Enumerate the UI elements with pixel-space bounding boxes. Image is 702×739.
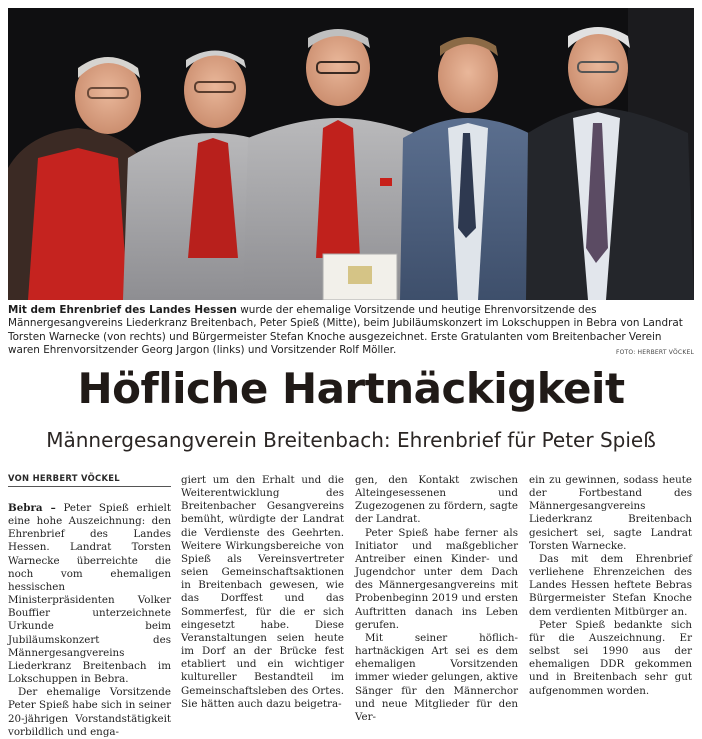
paragraph: Peter Spieß bedankte sich für die Auszeichnung. Er selbst sei 1990 aus der ehemaligen DDR gekommen und in Breitenbach sehr gut aufgenommen worden. [529, 618, 692, 697]
paragraph: Mit seiner höflich-hartnäckigen Art sei es dem ehemaligen Vorsitzenden immer wieder gelungen, aktive Sänger für den Männerchor und neue Mitglieder für den Ver- [355, 631, 519, 723]
subheadline: Männergesangverein Breitenbach: Ehrenbrief für Peter Spieß [46, 428, 656, 452]
caption-text: wurde der ehemalige Vorsitzende und heutige Ehrenvorsitzende des Männergesangvereins Liederkranz Breitenbach, Peter Spieß (Mitte), beim Jubiläumskonzert im Lokschuppen in Bebra von Landrat Torsten Warnecke (von rechts) und Bürgermeister Stefan Knoche ausgezeichnet. Erste Gratulanten vom Breitenbacher Verein waren Ehrenvorsitzender Georg Jargon (links) und Vorsitzender Rolf Möller. [8, 304, 683, 357]
article-column-2 [181, 474, 344, 711]
paragraph: giert um den Erhalt und die Weiterentwicklung des Breitenbacher Gesangvereins bemüht, würdigte der Landrat die Verdienste des Geehrten. Weitere Wirkungsbereiche von Spieß als Vereinsvertreter seien Gemeinschaftsaktionen in Breitenbach gewesen, wie das Dorffest und das Sommerfest, für die er sich eingesetzt habe. Diese Veranstaltungen seien heute im Dorf an der Brücke fest etabliert und ein wichtiger kultureller Bestandteil im Gemeinschaftsleben des Ortes. Sie hätten auch dazu beigetra- [181, 474, 344, 710]
photo-illustration [8, 8, 694, 300]
paragraph: ein zu gewinnen, sodass heute der Fortbestand des Männergesangvereins Liederkranz Breitenbach gesichert sei, sagte Landrat Torsten Warnecke. [529, 474, 692, 552]
article-column-3 [355, 474, 518, 724]
paragraph [8, 502, 171, 686]
paragraph: gen, den Kontakt zwischen Alteingesessenen und Zugezogenen zu fördern, sagte der Landrat. [355, 474, 518, 526]
photo-caption [8, 304, 694, 358]
paragraph: Peter Spieß habe ferner als Initiator und maßgeblicher Antreiber einen Kinder- und Jugendchor unter dem Dach des Männergesangvereins mit Probenbeginn 2019 und ersten Auftritten danach ins Leben gerufen. [355, 526, 518, 631]
paragraph: Der ehemalige Vorsitzende Peter Spieß habe sich in seiner 20-jährigen Vorstandstätigkeit vorbildlich und enga- [8, 686, 171, 738]
article-column-4 [529, 474, 692, 698]
headline: Höfliche Hartnäckigkeit [77, 364, 625, 413]
dateline: Bebra – [8, 502, 56, 514]
paragraph: Das mit dem Ehrenbrief verliehene Ehrenzeichen des Landes Hessen heftete Bebras Bürgermeister Stefan Knoche dem verdienten Mitbürger an. [529, 552, 692, 618]
paragraph-text: Peter Spieß erhielt eine hohe Auszeichnung: den Ehrenbrief des Landes Hessen. Landrat Torsten Warnecke überreichte die noch vom ehemaligen hessischen Ministerpräsidenten Volker Bouffier unterzeichnete Urkunde beim Jubiläumskonzert des Männergesangvereins Liederkranz Breitenbach im Lokschuppen in Bebra. [8, 502, 171, 686]
photo-credit: FOTO: HERBERT VÖCKEL [615, 349, 694, 356]
byline: VON HERBERT VÖCKEL [8, 473, 171, 487]
caption-lead: Mit dem Ehrenbrief des Landes Hessen [8, 304, 237, 316]
article-column-1 [8, 502, 171, 739]
article-photo [8, 8, 694, 300]
